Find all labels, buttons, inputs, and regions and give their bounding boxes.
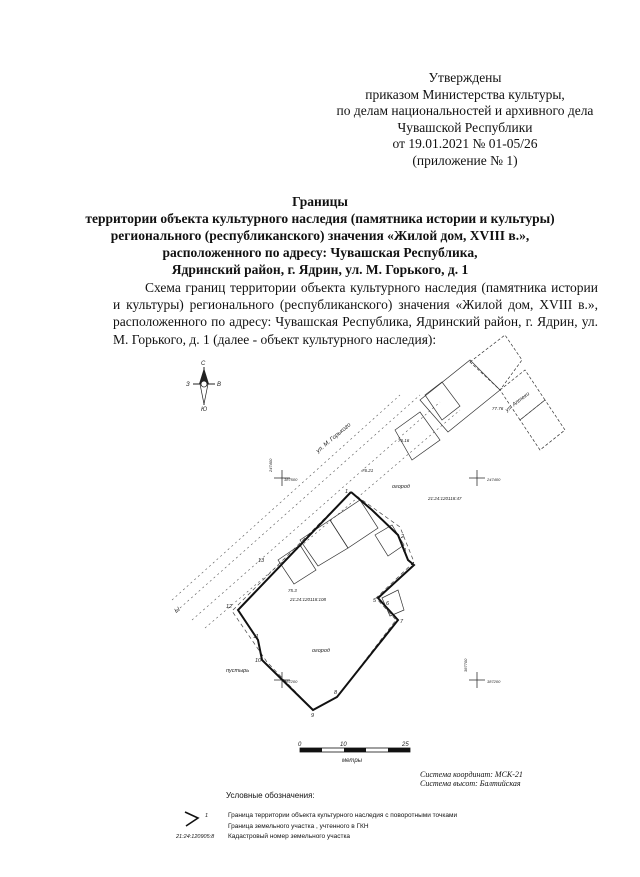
title-line: Границы bbox=[292, 194, 348, 209]
turning-point: 5 bbox=[373, 598, 377, 604]
scale-ten: 10 bbox=[340, 742, 347, 748]
grid-label: 387200 bbox=[284, 679, 298, 684]
grid-label: 387700 bbox=[463, 658, 468, 672]
title-line: Ядринский район, г. Ядрин, ул. М. Горького, д. 1 bbox=[171, 262, 469, 277]
turning-point: 11 bbox=[253, 634, 259, 640]
turning-point: 7 bbox=[400, 619, 404, 625]
legend-item2: Граница земельного участка , учтенного в ГКН bbox=[228, 823, 369, 830]
legend-title: Условные обозначения: bbox=[226, 791, 315, 800]
legend-item3: Кадастровый номер земельного участка bbox=[228, 833, 351, 840]
approval-line: (приложение № 1) bbox=[412, 152, 518, 168]
turning-point: 2 bbox=[401, 534, 405, 540]
street-number: Ы bbox=[173, 606, 182, 615]
approval-line: приказом Министерства культуры, bbox=[365, 86, 565, 102]
compass-n: С bbox=[201, 361, 206, 367]
street-label: ул. М. Горького bbox=[315, 422, 353, 455]
ogorod-top-label: огород bbox=[392, 484, 410, 490]
compass-e: В bbox=[217, 382, 222, 388]
neighbor-buildings bbox=[395, 335, 565, 460]
scale-zero: 0 bbox=[298, 742, 302, 748]
turning-point: 10 bbox=[255, 658, 262, 664]
turning-point: 13 bbox=[258, 558, 265, 564]
turning-point: 8 bbox=[334, 690, 338, 696]
approval-line: по делам национальностей и архивного дела bbox=[336, 103, 594, 118]
compass-s: Ю bbox=[201, 407, 208, 413]
parcel-number: 21:24:120118:108 bbox=[290, 597, 326, 602]
grid-label: 247400 bbox=[268, 458, 273, 472]
title-line: территории объекта культурного наследия (памятника истории и культуры) bbox=[85, 211, 555, 226]
legend-item1: Граница территории объекта культурного наследия с поворотными точками bbox=[228, 812, 458, 819]
coordinate-system: Система координат: МСК-21 bbox=[420, 770, 523, 779]
height-label: 75.3 bbox=[288, 588, 297, 593]
scale-twentyfive: 25 bbox=[402, 742, 409, 748]
scale-unit: метры bbox=[342, 758, 363, 764]
ogorod-main-label: огород bbox=[312, 648, 330, 654]
turning-point: 9 bbox=[311, 713, 315, 719]
turning-point: 4 bbox=[411, 562, 415, 568]
title-line: регионального (республиканского) значения «Жилой дом, XVIII в.», bbox=[110, 228, 530, 243]
turning-point: 6 bbox=[386, 601, 390, 607]
legend-item1-num: 1 bbox=[205, 813, 209, 819]
street-label-right: ул. Аптеки bbox=[504, 391, 531, 414]
legend-boundary-symbol bbox=[185, 812, 198, 826]
height-label: 76.16 bbox=[398, 438, 410, 443]
approval-line: Утверждены bbox=[428, 70, 502, 85]
grid-label: 387200 bbox=[487, 679, 501, 684]
scale-bar bbox=[298, 742, 410, 764]
legend-item3-num: 21:24:120905:8 bbox=[176, 834, 215, 840]
turning-point: 1 bbox=[345, 489, 349, 495]
turning-point: 12 bbox=[226, 604, 233, 610]
compass-w: З bbox=[186, 382, 190, 388]
title-line: расположенного по адресу: Чувашская Республика, bbox=[162, 245, 478, 260]
approval-line: Чувашской Республики bbox=[397, 119, 533, 135]
height-label: 77.76 bbox=[492, 406, 504, 411]
grid-marks bbox=[274, 470, 485, 688]
compass-rose bbox=[186, 361, 221, 413]
parcel-number: 21:24:120118:47 bbox=[428, 496, 462, 501]
intro-paragraph: Схема границ территории объекта культурного наследия (памятника истории и культуры) регионального (республиканского) значения «Жилой дом, XVIII в.», расположенного по адресу: Чувашская Республика, Ядринский район, г. Ядрин, ул. М. Горького, д. 1 (далее - объект культурного наследия): bbox=[113, 280, 598, 347]
approval-line: от 19.01.2021 № 01-05/26 bbox=[392, 136, 538, 151]
pustyr-label: пустырь bbox=[226, 668, 250, 674]
street-lines bbox=[172, 395, 460, 628]
turning-point: 3 bbox=[403, 548, 407, 554]
height-system: Система высот: Балтийская bbox=[420, 779, 521, 788]
grid-label: 247400 bbox=[487, 477, 501, 482]
height-label: 76.21 bbox=[362, 468, 374, 473]
grid-label: 387500 bbox=[284, 477, 298, 482]
